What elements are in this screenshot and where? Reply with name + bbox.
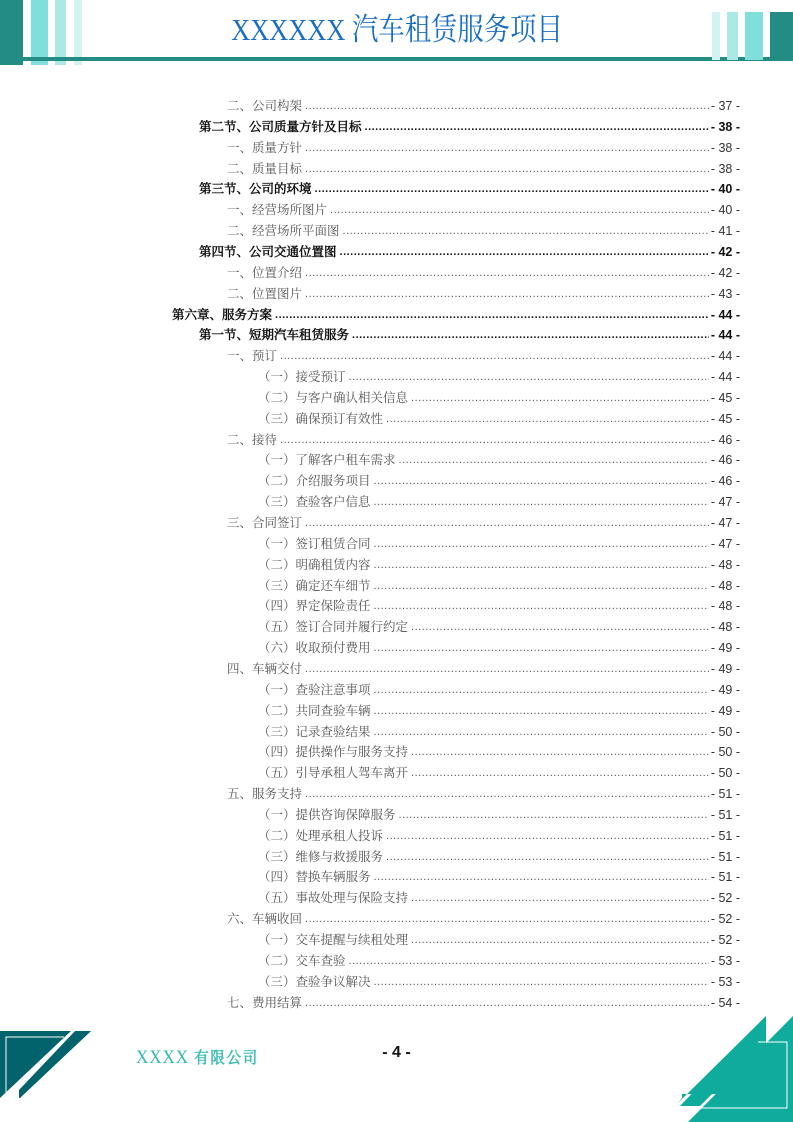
toc-entry-page: - 51 - bbox=[710, 787, 740, 802]
toc-entry[interactable] bbox=[227, 159, 740, 179]
toc-leader-dots bbox=[349, 951, 709, 971]
toc-entry-label: （二）处理承租人投诉 bbox=[258, 827, 384, 843]
toc-entry-label: 二、质量目标 bbox=[227, 160, 303, 176]
toc-entry-page: - 51 - bbox=[710, 870, 740, 885]
toc-entry[interactable] bbox=[227, 430, 740, 450]
toc-entry-page: - 38 - bbox=[710, 119, 740, 134]
toc-entry-label: 二、公司构架 bbox=[227, 98, 303, 113]
toc-entry-label: （二）共同查验车辆 bbox=[258, 702, 371, 718]
toc-entry-label: 一、经营场所图片 bbox=[227, 202, 328, 218]
toc-entry-label: 六、车辆收回 bbox=[227, 911, 303, 927]
toc-entry-label: （三）查验争议解决 bbox=[258, 973, 371, 989]
toc-leader-dots bbox=[340, 242, 709, 262]
toc-entry[interactable] bbox=[258, 742, 740, 762]
toc-leader-dots bbox=[374, 701, 709, 721]
toc-entry-label: （五）签订合同并履行约定 bbox=[258, 619, 409, 635]
toc-entry-label: （一）提供咨询保障服务 bbox=[258, 806, 396, 822]
toc-leader-dots bbox=[330, 200, 709, 220]
toc-entry-page: - 46 - bbox=[710, 453, 740, 468]
toc-leader-dots bbox=[399, 450, 709, 470]
toc-entry-label: 七、费用结算 bbox=[227, 994, 303, 1010]
header-bar-right-dark bbox=[770, 12, 793, 61]
toc-leader-dots bbox=[374, 722, 709, 742]
toc-entry-page: - 38 - bbox=[710, 140, 740, 155]
toc-entry[interactable] bbox=[258, 471, 740, 491]
toc-entry-page: - 45 - bbox=[710, 411, 740, 426]
toc-entry-page: - 41 - bbox=[710, 224, 740, 239]
toc-entry-label: （一）接受预订 bbox=[258, 369, 346, 385]
toc-entry-page: - 48 - bbox=[710, 620, 740, 635]
toc-entry-page: - 53 - bbox=[710, 974, 740, 989]
toc-leader-dots bbox=[374, 638, 709, 658]
toc-entry-page: - 44 - bbox=[710, 328, 740, 343]
company-latin: XXXX bbox=[136, 1047, 190, 1068]
toc-entry-page: - 51 - bbox=[710, 849, 740, 864]
toc-entry-page: - 47 - bbox=[710, 536, 740, 551]
toc-entry[interactable] bbox=[199, 179, 740, 199]
toc-entry-page: - 48 - bbox=[710, 557, 740, 572]
toc-leader-dots bbox=[374, 972, 709, 992]
toc-leader-dots bbox=[374, 576, 709, 596]
toc-entry-label: 一、位置介绍 bbox=[227, 264, 303, 280]
toc-entry-label: 二、位置图片 bbox=[227, 285, 303, 301]
toc-leader-dots bbox=[411, 888, 709, 908]
toc-leader-dots bbox=[352, 325, 709, 345]
toc-entry[interactable] bbox=[258, 930, 740, 950]
toc-entry-label: （二）介绍服务项目 bbox=[258, 473, 371, 489]
toc-entry[interactable] bbox=[258, 763, 740, 783]
toc-entry-label: 一、预订 bbox=[227, 348, 278, 364]
toc-entry[interactable] bbox=[258, 596, 740, 616]
toc-entry-label: （二）交车查验 bbox=[258, 952, 346, 968]
toc-entry-page: - 44 - bbox=[710, 349, 740, 364]
toc-leader-dots bbox=[374, 555, 709, 575]
toc-leader-dots bbox=[374, 471, 709, 491]
toc-entry[interactable] bbox=[258, 576, 740, 596]
toc-entry-page: - 48 - bbox=[710, 599, 740, 614]
toc-entry-page: - 47 - bbox=[710, 516, 740, 530]
company-suffix: 有限公司 bbox=[194, 1048, 259, 1067]
toc-leader-dots bbox=[365, 117, 709, 137]
toc-entry-label: 第一节、短期汽车租赁服务 bbox=[199, 327, 350, 343]
toc-leader-dots bbox=[386, 826, 709, 846]
toc-entry-label: （一）签订租赁合同 bbox=[258, 535, 371, 551]
toc-leader-dots bbox=[305, 96, 709, 116]
toc-entry-page: - 49 - bbox=[710, 682, 740, 697]
toc-entry[interactable] bbox=[227, 346, 740, 366]
toc-leader-dots bbox=[280, 430, 709, 450]
toc-entry[interactable] bbox=[258, 450, 740, 470]
toc-entry-label: （五）事故处理与保险支持 bbox=[258, 890, 409, 906]
toc-entry[interactable] bbox=[258, 847, 740, 867]
toc-entry-label: （三）确保预订有效性 bbox=[258, 410, 384, 426]
header-bar-left-dark bbox=[0, 0, 23, 65]
toc-entry-page: - 52 - bbox=[710, 891, 740, 906]
toc-entry-page: - 42 - bbox=[710, 265, 740, 280]
toc-entry[interactable] bbox=[258, 492, 740, 512]
toc-entry-label: （三）维修与救援服务 bbox=[258, 848, 384, 864]
footer-right-decoration bbox=[660, 1014, 793, 1122]
toc-entry[interactable] bbox=[258, 617, 740, 637]
toc-entry-label: （三）确定还车细节 bbox=[258, 577, 371, 593]
toc-leader-dots bbox=[374, 680, 709, 700]
toc-entry[interactable] bbox=[258, 805, 740, 825]
toc-entry[interactable] bbox=[258, 388, 740, 408]
toc-entry-page: - 49 - bbox=[710, 703, 740, 718]
toc-entry[interactable] bbox=[258, 367, 740, 387]
toc-entry-label: （四）界定保险责任 bbox=[258, 598, 371, 614]
toc-entry-label: （三）记录查验结果 bbox=[258, 723, 371, 739]
toc-entry-page: - 51 - bbox=[710, 807, 740, 822]
toc-leader-dots bbox=[386, 409, 709, 429]
toc-entry-page: - 49 - bbox=[710, 641, 740, 656]
toc-entry[interactable] bbox=[258, 867, 740, 887]
toc-entry-label: 一、质量方针 bbox=[227, 139, 303, 155]
toc-entry[interactable] bbox=[258, 826, 740, 846]
toc-entry-page: - 49 - bbox=[710, 661, 740, 676]
toc-entry-label: （二）与客户确认相关信息 bbox=[258, 389, 409, 405]
toc-entry-page: - 44 - bbox=[710, 370, 740, 385]
toc-leader-dots bbox=[399, 805, 709, 825]
toc-entry-label: （四）提供操作与服务支持 bbox=[258, 744, 409, 760]
toc-entry[interactable] bbox=[199, 117, 740, 137]
toc-entry-page: - 46 - bbox=[710, 474, 740, 489]
toc-entry-page: - 53 - bbox=[710, 953, 740, 968]
header-bar-right-mid bbox=[745, 12, 763, 60]
header-bar-left-mid bbox=[31, 0, 48, 65]
toc-entry-label: 第六章、服务方案 bbox=[172, 306, 273, 322]
toc-entry[interactable] bbox=[258, 638, 740, 658]
toc-entry[interactable] bbox=[227, 284, 740, 304]
toc-entry-page: - 38 - bbox=[710, 161, 740, 176]
toc-entry[interactable] bbox=[227, 784, 740, 804]
toc-entry[interactable] bbox=[258, 888, 740, 908]
toc-entry[interactable] bbox=[227, 221, 740, 241]
toc-entry-label: 二、经营场所平面图 bbox=[227, 223, 340, 239]
toc-entry-page: - 44 - bbox=[710, 307, 740, 322]
toc-leader-dots bbox=[374, 534, 709, 554]
toc-entry-page: - 37 - bbox=[710, 99, 740, 113]
toc-entry-page: - 47 - bbox=[710, 495, 740, 510]
toc-leader-dots bbox=[280, 346, 709, 366]
toc-entry[interactable] bbox=[227, 659, 740, 679]
toc-leader-dots bbox=[305, 284, 709, 304]
toc-leader-dots bbox=[374, 492, 709, 512]
toc-leader-dots bbox=[343, 221, 709, 241]
toc-entry[interactable] bbox=[258, 555, 740, 575]
toc-leader-dots bbox=[305, 159, 709, 179]
toc-entry-page: - 42 - bbox=[710, 244, 740, 259]
toc-entry-page: - 43 - bbox=[710, 286, 740, 301]
page-number: - 4 - bbox=[382, 1044, 411, 1061]
toc-entry-label: （一）了解客户租车需求 bbox=[258, 452, 396, 468]
toc-entry-label: 第四节、公司交通位置图 bbox=[199, 243, 337, 259]
toc-leader-dots bbox=[315, 179, 709, 199]
toc-leader-dots bbox=[305, 138, 709, 158]
toc-entry[interactable] bbox=[227, 138, 740, 158]
header-rule bbox=[0, 57, 793, 61]
toc-entry-label: 第二节、公司质量方针及目标 bbox=[199, 118, 362, 134]
toc-entry[interactable] bbox=[258, 701, 740, 721]
toc-entry-label: 四、车辆交付 bbox=[227, 660, 303, 676]
toc-entry[interactable] bbox=[258, 680, 740, 700]
toc-entry-label: 二、接待 bbox=[227, 431, 278, 447]
toc-entry-label: 第三节、公司的环境 bbox=[199, 181, 312, 197]
toc-entry-label: （二）明确租赁内容 bbox=[258, 556, 371, 572]
toc-entry-page: - 40 - bbox=[710, 182, 740, 197]
toc-leader-dots bbox=[349, 367, 709, 387]
toc-entry[interactable] bbox=[227, 263, 740, 283]
toc-entry[interactable] bbox=[199, 325, 740, 345]
toc-entry-page: - 45 - bbox=[710, 390, 740, 405]
toc-leader-dots bbox=[305, 263, 709, 283]
toc-leader-dots bbox=[305, 993, 709, 1013]
toc-leader-dots bbox=[374, 867, 709, 887]
toc-entry[interactable] bbox=[258, 722, 740, 742]
toc-entry[interactable] bbox=[227, 909, 740, 929]
toc-leader-dots bbox=[411, 617, 709, 637]
toc-leader-dots bbox=[305, 659, 709, 679]
footer-left-decoration bbox=[0, 1028, 100, 1103]
toc-entry-page: - 50 - bbox=[710, 745, 740, 760]
toc-entry-label: （一）交车提醒与续租处理 bbox=[258, 932, 409, 947]
toc-entry[interactable] bbox=[172, 305, 740, 325]
toc-entry-label: 五、服务支持 bbox=[227, 786, 303, 802]
toc-leader-dots bbox=[411, 930, 709, 950]
toc-entry-page: - 50 - bbox=[710, 724, 740, 739]
toc-entry-page: - 52 - bbox=[710, 912, 740, 927]
toc-entry-label: （四）替换车辆服务 bbox=[258, 869, 371, 885]
toc-entry-label: （五）引导承租人驾车离开 bbox=[258, 765, 409, 781]
toc-leader-dots bbox=[374, 596, 709, 616]
toc-entry-label: （三）查验客户信息 bbox=[258, 494, 371, 510]
toc-leader-dots bbox=[305, 784, 709, 804]
toc-entry-page: - 48 - bbox=[710, 578, 740, 593]
toc-entry-page: - 51 - bbox=[710, 828, 740, 843]
toc-entry[interactable] bbox=[258, 409, 740, 429]
toc-entry[interactable] bbox=[227, 993, 740, 1013]
toc-entry[interactable] bbox=[258, 534, 740, 554]
toc-entry-label: （六）收取预付费用 bbox=[258, 640, 371, 656]
toc-leader-dots bbox=[386, 847, 709, 867]
toc-entry-page: - 46 - bbox=[710, 432, 740, 447]
toc-leader-dots bbox=[411, 742, 709, 762]
toc-entry[interactable] bbox=[227, 200, 740, 220]
toc-leader-dots bbox=[305, 513, 709, 533]
document-title: XXXXXX 汽车租赁服务项目 bbox=[231, 12, 563, 47]
toc-entry[interactable] bbox=[258, 972, 740, 992]
toc-entry[interactable] bbox=[227, 96, 740, 116]
toc-leader-dots bbox=[411, 763, 709, 783]
toc-entry-page: - 54 - bbox=[710, 995, 740, 1010]
toc-entry[interactable] bbox=[258, 951, 740, 971]
toc-entry-page: - 52 - bbox=[710, 933, 740, 947]
toc-leader-dots bbox=[411, 388, 709, 408]
toc-entry-label: （一）查验注意事项 bbox=[258, 681, 371, 697]
toc-entry[interactable] bbox=[199, 242, 740, 262]
toc-leader-dots bbox=[305, 909, 709, 929]
toc-leader-dots bbox=[275, 305, 709, 325]
toc-entry-page: - 40 - bbox=[710, 203, 740, 218]
toc-entry-page: - 50 - bbox=[710, 766, 740, 781]
toc-entry-label: 三、合同签订 bbox=[227, 515, 303, 530]
toc-entry[interactable] bbox=[227, 513, 740, 533]
